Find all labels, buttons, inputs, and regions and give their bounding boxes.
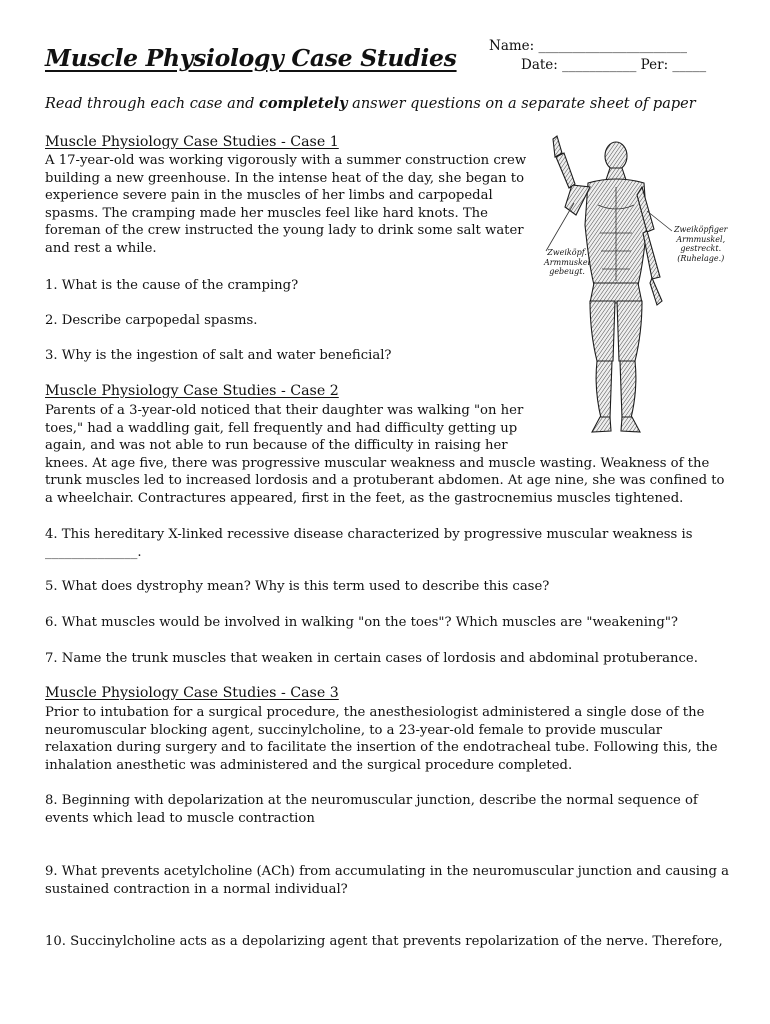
case2-description [45,402,724,508]
instructions [45,95,696,112]
question-2: 2. Describe carpopedal spasms. [45,313,258,328]
question-7: 7. Name the trunk muscles that weaken in certain cases of lordosis and abdominal protuberance. [45,651,698,666]
question-9: 9. What prevents acetylcholine (ACh) from accumulating in the neuromuscular junction and causing a sustained contraction in a normal individual? [45,864,730,897]
case2-line: toes," had a waddling gait, fell frequently and had difficulty getting up [45,420,518,436]
case1-line: building a new greenhouse. In the intense heat of the day, she began to [45,170,525,186]
question-5: 5. What does dystrophy mean? Why is this term used to describe this case? [45,579,550,594]
question-10: 10. Succinylcholine acts as a depolarizing agent that prevents repolarization of the nerve. Therefore, [45,934,723,949]
case3-line: neuromuscular blocking agent, succinylcholine, to a 23-year-old female to provide muscular [45,722,663,738]
question-4: 4. This hereditary X-linked recessive disease characterized by progressive muscular weakness is ______________. [45,527,693,560]
question-6: 6. What muscles would be involved in walking "on the toes"? Which muscles are "weakening"? [45,615,678,630]
case2-line: trunk muscles led to increased lordosis and a protuberant abdomen. At age nine, she was confined to [45,473,725,489]
case1-line: spasms. The cramping made her muscles feel like hard knots. The [45,205,488,221]
question-8: 8. Beginning with depolarization at the neuromuscular junction, describe the normal sequence of events which lead to muscle contraction [45,793,698,826]
case3-line: relaxation during surgery and to facilitate the insertion of the endotracheal tube. Following this, the [45,740,718,756]
case1-line: and rest a while. [45,240,157,256]
figure-label-left: Zweiköpf. Armmuskel gebeugt. [544,248,591,276]
instructions-emphasis: completely [259,95,348,112]
question-1: 1. What is the cause of the cramping? [45,278,299,293]
instructions-text-end: answer questions on a separate sheet of paper [347,96,696,112]
instructions-text-start: Read through each case and [45,96,259,112]
name-field-line: Name: ______________________ [489,38,687,54]
case2-line: knees. At age five, there was progressive muscular weakness and muscle wasting. Weakness of the [45,455,710,471]
case1-line: A 17-year-old was working vigorously with a summer construction crew [45,153,527,168]
case3-description [45,704,718,774]
page-title: Muscle Physiology Case Studies [45,44,457,72]
case1-line: experience severe pain in the muscles of her limbs and carpopedal [45,188,493,204]
case3-line: inhalation anesthetic was administered and the surgical procedure completed. [45,757,573,773]
human-muscle-illustration [534,133,734,443]
case2-heading: Muscle Physiology Case Studies - Case 2 [45,383,339,399]
case2-line: Parents of a 3-year-old noticed that their daughter was walking "on her [45,403,524,418]
case1-line: foreman of the crew instructed the young lady to drink some salt water [45,223,524,239]
case3-line: Prior to intubation for a surgical procedure, the anesthesiologist administered a single dose of the [45,705,705,720]
date-period-field-line: Date: ___________ Per: _____ [521,57,707,73]
question-3: 3. Why is the ingestion of salt and water beneficial? [45,348,392,363]
case1-description [45,152,526,258]
muscle-anatomy-figure [534,133,734,443]
case1-heading: Muscle Physiology Case Studies - Case 1 [45,134,339,150]
figure-label-right: Zweiköpfiger Armmuskel, gestreckt. (Ruhelage.) [674,225,728,263]
case3-heading: Muscle Physiology Case Studies - Case 3 [45,685,339,701]
case2-line: again, and was not able to run because of the difficulty in raising her [45,438,508,454]
case2-line: a wheelchair. Contractures appeared, first in the feet, as the gastrocnemius muscles tightened. [45,490,684,506]
